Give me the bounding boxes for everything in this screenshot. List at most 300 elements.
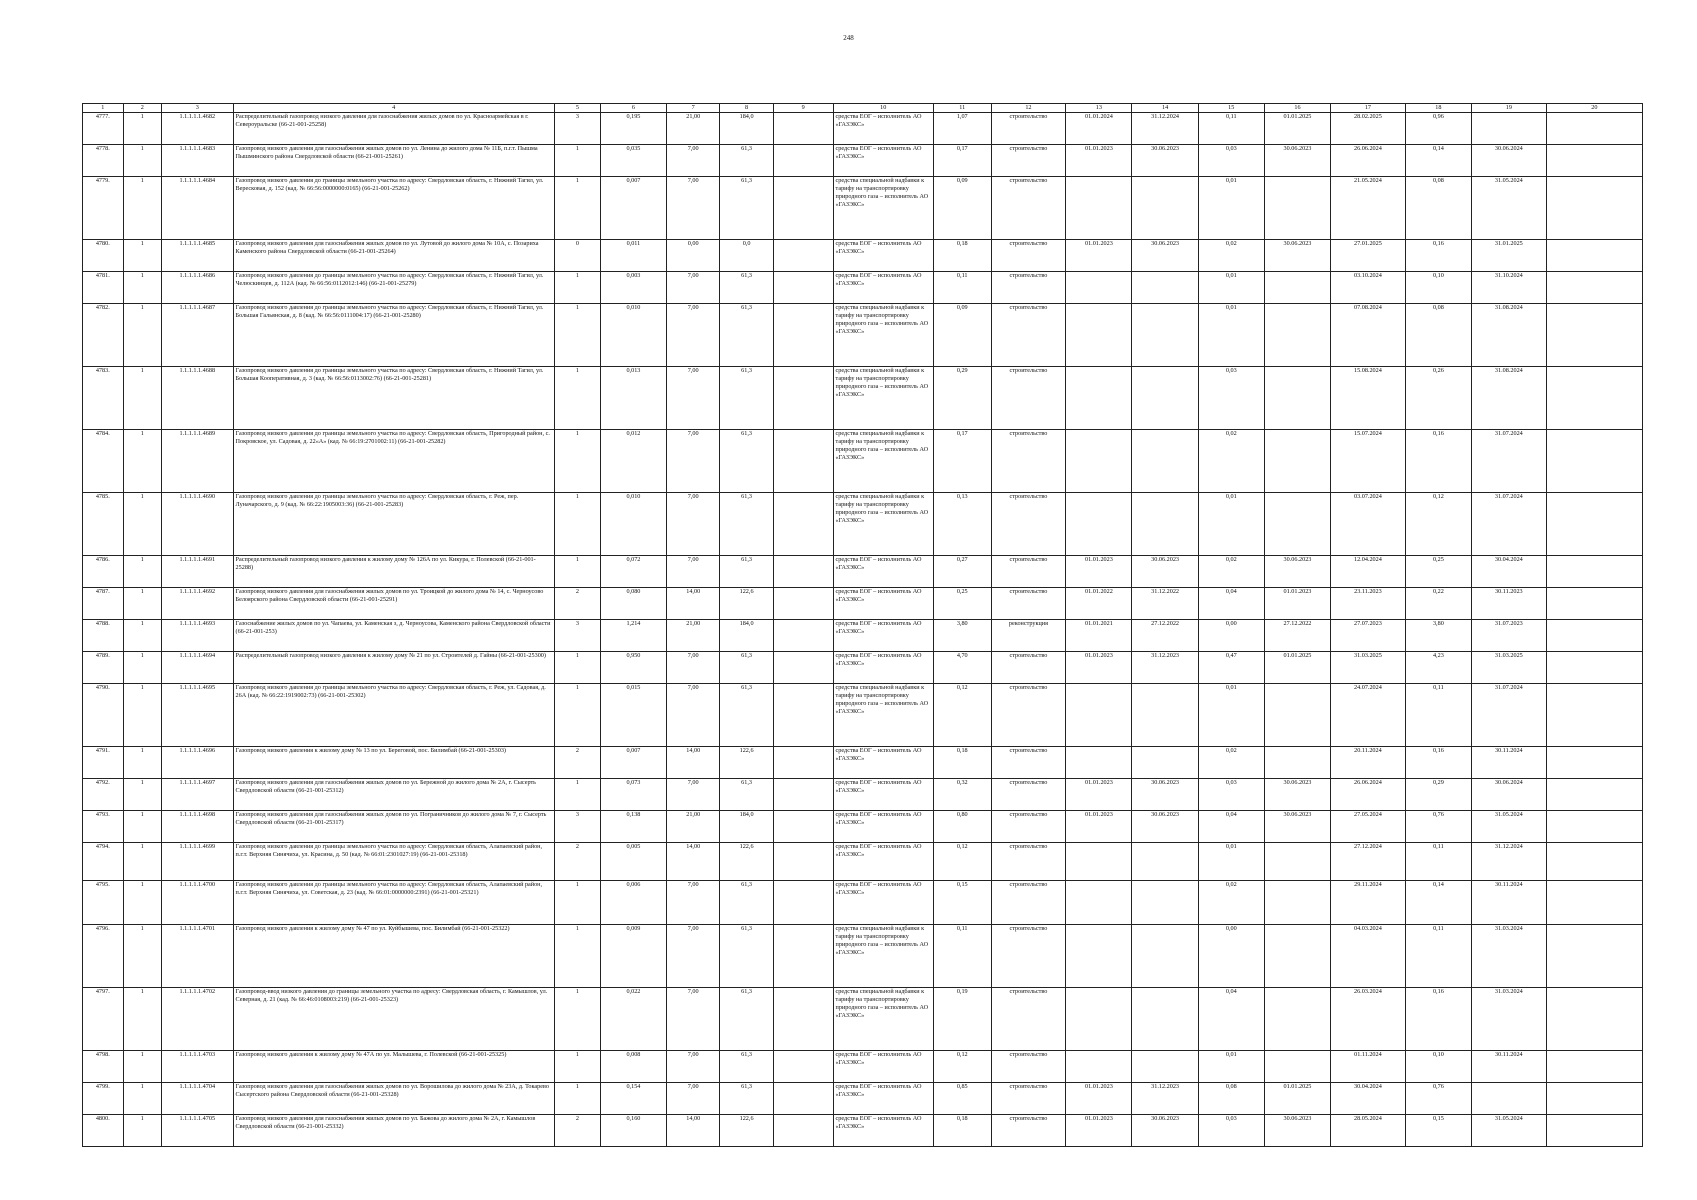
cell-col-6: 0,138 — [600, 811, 666, 843]
cell-col-17: 27.01.2025 — [1331, 240, 1406, 272]
cell-col-7: 14,00 — [667, 588, 720, 620]
cell-col-18: 0,16 — [1405, 747, 1471, 779]
cell-col-8: 0,0 — [720, 240, 773, 272]
cell-col-13 — [1066, 925, 1132, 988]
cell-col-16: 01.01.2025 — [1264, 113, 1330, 145]
cell-col-3: 1.1.1.1.1.4703 — [162, 1051, 234, 1083]
cell-col-2: 1 — [123, 843, 161, 881]
cell-col-2: 1 — [123, 113, 161, 145]
cell-col-14 — [1132, 367, 1198, 430]
cell-col-15: 0,02 — [1198, 430, 1264, 493]
cell-col-10: средства ЕОГ – исполнитель АО «ГАЗЭКС» — [833, 556, 933, 588]
cell-col-5: 3 — [554, 113, 600, 145]
cell-col-4: Газопровод-ввод низкого давления до границы земельного участка по адресу: Свердловская область, г. Камышлов, ул. Северная, д. 21 (кад. № 66:46:0108003:219) (66-21-001-25323) — [233, 988, 554, 1051]
cell-col-2: 1 — [123, 1051, 161, 1083]
cell-col-9 — [773, 556, 833, 588]
cell-col-12: строительство — [991, 779, 1066, 811]
cell-col-19: 30.11.2024 — [1471, 1051, 1546, 1083]
cell-col-7: 7,00 — [667, 177, 720, 240]
cell-col-17: 21.05.2024 — [1331, 177, 1406, 240]
cell-col-3: 1.1.1.1.1.4688 — [162, 367, 234, 430]
cell-col-19 — [1471, 1083, 1546, 1115]
cell-col-4: Газопровод низкого давления до границы земельного участка по адресу: Свердловская область, Алапаевский район, п.г.т. Верхняя Синячиха, ул. Советская, д. 23 (кад. № 66:01:0000000:2391) (66-21-001-25321) — [233, 881, 554, 925]
cell-col-7: 21,00 — [667, 811, 720, 843]
cell-col-14 — [1132, 843, 1198, 881]
cell-col-20 — [1546, 843, 1642, 881]
cell-col-9 — [773, 177, 833, 240]
cell-col-3: 1.1.1.1.1.4694 — [162, 652, 234, 684]
cell-col-9 — [773, 684, 833, 747]
cell-col-13 — [1066, 881, 1132, 925]
cell-col-20 — [1546, 1051, 1642, 1083]
cell-col-2: 1 — [123, 881, 161, 925]
cell-col-5: 1 — [554, 684, 600, 747]
cell-col-19: 31.05.2024 — [1471, 811, 1546, 843]
cell-col-9 — [773, 652, 833, 684]
cell-col-18: 0,16 — [1405, 430, 1471, 493]
cell-col-1: 4800. — [83, 1115, 124, 1147]
cell-col-18: 0,15 — [1405, 1115, 1471, 1147]
cell-col-6: 0,010 — [600, 304, 666, 367]
cell-col-12: строительство — [991, 304, 1066, 367]
column-header-20: 20 — [1546, 104, 1642, 113]
cell-col-6: 0,006 — [600, 881, 666, 925]
cell-col-12: строительство — [991, 367, 1066, 430]
cell-col-7: 7,00 — [667, 684, 720, 747]
cell-col-14 — [1132, 177, 1198, 240]
table-row — [83, 240, 1643, 272]
cell-col-11: 4,70 — [933, 652, 991, 684]
cell-col-6: 0,012 — [600, 430, 666, 493]
cell-col-18: 0,22 — [1405, 588, 1471, 620]
cell-col-6: 0,073 — [600, 779, 666, 811]
cell-col-14 — [1132, 925, 1198, 988]
cell-col-8: 61,3 — [720, 988, 773, 1051]
cell-col-2: 1 — [123, 240, 161, 272]
cell-col-19: 31.03.2024 — [1471, 925, 1546, 988]
cell-col-6: 0,007 — [600, 177, 666, 240]
cell-col-10: средства ЕОГ – исполнитель АО «ГАЗЭКС» — [833, 779, 933, 811]
cell-col-18: 0,76 — [1405, 1083, 1471, 1115]
cell-col-1: 4777. — [83, 113, 124, 145]
cell-col-16: 01.01.2025 — [1264, 1083, 1330, 1115]
cell-col-14 — [1132, 430, 1198, 493]
table-row — [83, 1115, 1643, 1147]
cell-col-9 — [773, 588, 833, 620]
cell-col-20 — [1546, 430, 1642, 493]
cell-col-8: 61,3 — [720, 652, 773, 684]
cell-col-1: 4786. — [83, 556, 124, 588]
cell-col-19: 31.01.2025 — [1471, 240, 1546, 272]
table-row — [83, 113, 1643, 145]
cell-col-15: 0,02 — [1198, 881, 1264, 925]
cell-col-17: 03.07.2024 — [1331, 493, 1406, 556]
column-header-18: 18 — [1405, 104, 1471, 113]
cell-col-5: 0 — [554, 240, 600, 272]
cell-col-1: 4792. — [83, 779, 124, 811]
cell-col-1: 4799. — [83, 1083, 124, 1115]
cell-col-7: 7,00 — [667, 925, 720, 988]
cell-col-7: 21,00 — [667, 620, 720, 652]
cell-col-3: 1.1.1.1.1.4695 — [162, 684, 234, 747]
cell-col-15: 0,03 — [1198, 1115, 1264, 1147]
cell-col-15: 0,03 — [1198, 145, 1264, 177]
cell-col-6: 0,195 — [600, 113, 666, 145]
cell-col-5: 1 — [554, 177, 600, 240]
cell-col-5: 2 — [554, 747, 600, 779]
cell-col-9 — [773, 811, 833, 843]
cell-col-16 — [1264, 272, 1330, 304]
cell-col-14 — [1132, 493, 1198, 556]
cell-col-20 — [1546, 747, 1642, 779]
cell-col-7: 0,00 — [667, 240, 720, 272]
cell-col-17: 29.11.2024 — [1331, 881, 1406, 925]
cell-col-20 — [1546, 304, 1642, 367]
cell-col-15: 0,04 — [1198, 588, 1264, 620]
cell-col-17: 20.11.2024 — [1331, 747, 1406, 779]
cell-col-9 — [773, 145, 833, 177]
cell-col-15: 0,08 — [1198, 1083, 1264, 1115]
cell-col-10: средства специальной надбавки к тарифу на транспортировку природного газа – исполнитель АО «ГАЗЭКС» — [833, 925, 933, 988]
cell-col-19: 31.07.2024 — [1471, 430, 1546, 493]
cell-col-20 — [1546, 240, 1642, 272]
cell-col-12: строительство — [991, 1083, 1066, 1115]
cell-col-6: 0,080 — [600, 588, 666, 620]
cell-col-1: 4794. — [83, 843, 124, 881]
cell-col-14: 31.12.2023 — [1132, 652, 1198, 684]
cell-col-20 — [1546, 556, 1642, 588]
cell-col-9 — [773, 1083, 833, 1115]
cell-col-3: 1.1.1.1.1.4704 — [162, 1083, 234, 1115]
cell-col-18: 0,16 — [1405, 988, 1471, 1051]
cell-col-14: 30.06.2023 — [1132, 240, 1198, 272]
cell-col-14: 27.12.2022 — [1132, 620, 1198, 652]
cell-col-1: 4779. — [83, 177, 124, 240]
cell-col-14: 30.06.2023 — [1132, 556, 1198, 588]
column-header-10: 10 — [833, 104, 933, 113]
cell-col-8: 61,3 — [720, 177, 773, 240]
table-row — [83, 811, 1643, 843]
cell-col-10: средства специальной надбавки к тарифу на транспортировку природного газа – исполнитель АО «ГАЗЭКС» — [833, 304, 933, 367]
cell-col-6: 0,013 — [600, 367, 666, 430]
cell-col-11: 0,17 — [933, 430, 991, 493]
cell-col-4: Газопровод низкого давления до границы земельного участка по адресу: Свердловская область, Пригородный район, с. Покровское, ул. Садовая, д. 22«А» (кад. № 66:19:2701002:11) (66-21-001-25282) — [233, 430, 554, 493]
cell-col-1: 4780. — [83, 240, 124, 272]
cell-col-18: 0,12 — [1405, 493, 1471, 556]
cell-col-17: 01.11.2024 — [1331, 1051, 1406, 1083]
cell-col-11: 0,12 — [933, 684, 991, 747]
cell-col-19: 30.11.2024 — [1471, 747, 1546, 779]
cell-col-12: строительство — [991, 430, 1066, 493]
cell-col-15: 0,04 — [1198, 988, 1264, 1051]
cell-col-13: 01.01.2022 — [1066, 588, 1132, 620]
cell-col-11: 0,11 — [933, 272, 991, 304]
cell-col-8: 184,0 — [720, 113, 773, 145]
cell-col-17: 07.08.2024 — [1331, 304, 1406, 367]
cell-col-5: 1 — [554, 272, 600, 304]
cell-col-9 — [773, 1115, 833, 1147]
cell-col-18: 0,11 — [1405, 684, 1471, 747]
cell-col-13 — [1066, 684, 1132, 747]
cell-col-10: средства ЕОГ – исполнитель АО «ГАЗЭКС» — [833, 881, 933, 925]
cell-col-14 — [1132, 272, 1198, 304]
cell-col-7: 7,00 — [667, 1083, 720, 1115]
cell-col-2: 1 — [123, 493, 161, 556]
cell-col-1: 4791. — [83, 747, 124, 779]
cell-col-20 — [1546, 881, 1642, 925]
cell-col-20 — [1546, 779, 1642, 811]
cell-col-20 — [1546, 177, 1642, 240]
cell-col-16: 01.01.2025 — [1264, 652, 1330, 684]
cell-col-9 — [773, 113, 833, 145]
cell-col-15: 0,01 — [1198, 493, 1264, 556]
column-header-6: 6 — [600, 104, 666, 113]
cell-col-17: 31.03.2025 — [1331, 652, 1406, 684]
cell-col-9 — [773, 1051, 833, 1083]
cell-col-4: Газопровод низкого давления до границы земельного участка по адресу: Свердловская область, г. Реж, пер. Луначарского, д. 9 (кад. № 66:22:1905003:36) (66-21-001-25283) — [233, 493, 554, 556]
cell-col-4: Газопровод низкого давления до границы земельного участка по адресу: Свердловская область, г. Нижний Тагил, ул. Челюскинцев, д. 112А (кад. № 66:56:0112012:146) (66-21-001-25279) — [233, 272, 554, 304]
cell-col-6: 0,011 — [600, 240, 666, 272]
cell-col-17: 26.06.2024 — [1331, 779, 1406, 811]
cell-col-16 — [1264, 881, 1330, 925]
column-header-3: 3 — [162, 104, 234, 113]
cell-col-15: 0,03 — [1198, 367, 1264, 430]
cell-col-16: 30.06.2023 — [1264, 145, 1330, 177]
cell-col-7: 21,00 — [667, 113, 720, 145]
cell-col-10: средства ЕОГ – исполнитель АО «ГАЗЭКС» — [833, 811, 933, 843]
cell-col-7: 14,00 — [667, 843, 720, 881]
cell-col-3: 1.1.1.1.1.4682 — [162, 113, 234, 145]
column-header-19: 19 — [1471, 104, 1546, 113]
cell-col-8: 61,3 — [720, 430, 773, 493]
table-row — [83, 145, 1643, 177]
cell-col-11: 0,15 — [933, 881, 991, 925]
cell-col-15: 0,01 — [1198, 843, 1264, 881]
cell-col-2: 1 — [123, 925, 161, 988]
cell-col-17: 28.02.2025 — [1331, 113, 1406, 145]
cell-col-18: 0,08 — [1405, 177, 1471, 240]
column-header-13: 13 — [1066, 104, 1132, 113]
cell-col-19: 30.06.2024 — [1471, 779, 1546, 811]
cell-col-5: 2 — [554, 1115, 600, 1147]
cell-col-19: 31.07.2024 — [1471, 684, 1546, 747]
cell-col-15: 0,01 — [1198, 1051, 1264, 1083]
cell-col-20 — [1546, 1115, 1642, 1147]
cell-col-7: 7,00 — [667, 652, 720, 684]
table-row — [83, 430, 1643, 493]
cell-col-2: 1 — [123, 556, 161, 588]
cell-col-15: 0,02 — [1198, 556, 1264, 588]
cell-col-20 — [1546, 493, 1642, 556]
cell-col-6: 0,160 — [600, 1115, 666, 1147]
cell-col-8: 61,3 — [720, 881, 773, 925]
column-header-8: 8 — [720, 104, 773, 113]
cell-col-10: средства ЕОГ – исполнитель АО «ГАЗЭКС» — [833, 145, 933, 177]
cell-col-2: 1 — [123, 588, 161, 620]
cell-col-6: 0,015 — [600, 684, 666, 747]
cell-col-11: 0,29 — [933, 367, 991, 430]
cell-col-9 — [773, 620, 833, 652]
cell-col-18: 3,80 — [1405, 620, 1471, 652]
cell-col-9 — [773, 430, 833, 493]
cell-col-9 — [773, 240, 833, 272]
cell-col-5: 1 — [554, 925, 600, 988]
cell-col-10: средства ЕОГ – исполнитель АО «ГАЗЭКС» — [833, 272, 933, 304]
cell-col-2: 1 — [123, 652, 161, 684]
cell-col-11: 0,18 — [933, 1115, 991, 1147]
cell-col-7: 14,00 — [667, 747, 720, 779]
cell-col-15: 0,47 — [1198, 652, 1264, 684]
cell-col-12: строительство — [991, 177, 1066, 240]
page-number: 248 — [843, 34, 854, 42]
cell-col-8: 184,0 — [720, 620, 773, 652]
cell-col-18: 0,14 — [1405, 145, 1471, 177]
cell-col-12: строительство — [991, 843, 1066, 881]
cell-col-18: 0,76 — [1405, 811, 1471, 843]
cell-col-18: 0,25 — [1405, 556, 1471, 588]
cell-col-10: средства ЕОГ – исполнитель АО «ГАЗЭКС» — [833, 1051, 933, 1083]
cell-col-15: 0,00 — [1198, 925, 1264, 988]
cell-col-12: строительство — [991, 747, 1066, 779]
cell-col-14 — [1132, 304, 1198, 367]
cell-col-2: 1 — [123, 145, 161, 177]
cell-col-4: Газопровод низкого давления до границы земельного участка по адресу: Свердловская область, г. Нижний Тагил, ул. Большая Кооперативная, д. 3 (кад. № 66:56:0113002:76) (66-21-001-25281) — [233, 367, 554, 430]
cell-col-17: 15.07.2024 — [1331, 430, 1406, 493]
cell-col-17: 28.05.2024 — [1331, 1115, 1406, 1147]
cell-col-5: 1 — [554, 430, 600, 493]
cell-col-13 — [1066, 747, 1132, 779]
cell-col-19: 30.04.2024 — [1471, 556, 1546, 588]
cell-col-3: 1.1.1.1.1.4684 — [162, 177, 234, 240]
cell-col-7: 7,00 — [667, 430, 720, 493]
cell-col-15: 0,03 — [1198, 779, 1264, 811]
cell-col-17: 12.04.2024 — [1331, 556, 1406, 588]
cell-col-19: 31.08.2024 — [1471, 367, 1546, 430]
cell-col-1: 4778. — [83, 145, 124, 177]
cell-col-8: 122,6 — [720, 747, 773, 779]
cell-col-14: 30.06.2023 — [1132, 811, 1198, 843]
table-row — [83, 272, 1643, 304]
cell-col-19: 31.03.2024 — [1471, 988, 1546, 1051]
cell-col-8: 61,3 — [720, 367, 773, 430]
cell-col-11: 0,18 — [933, 747, 991, 779]
cell-col-14: 31.12.2023 — [1132, 1083, 1198, 1115]
cell-col-3: 1.1.1.1.1.4705 — [162, 1115, 234, 1147]
cell-col-9 — [773, 493, 833, 556]
cell-col-10: средства ЕОГ – исполнитель АО «ГАЗЭКС» — [833, 620, 933, 652]
cell-col-16 — [1264, 684, 1330, 747]
cell-col-5: 1 — [554, 367, 600, 430]
cell-col-1: 4787. — [83, 588, 124, 620]
cell-col-20 — [1546, 272, 1642, 304]
cell-col-3: 1.1.1.1.1.4683 — [162, 145, 234, 177]
cell-col-10: средства ЕОГ – исполнитель АО «ГАЗЭКС» — [833, 747, 933, 779]
cell-col-16: 30.06.2023 — [1264, 779, 1330, 811]
cell-col-5: 3 — [554, 620, 600, 652]
cell-col-13 — [1066, 1051, 1132, 1083]
cell-col-2: 1 — [123, 304, 161, 367]
cell-col-6: 0,008 — [600, 1051, 666, 1083]
cell-col-12: строительство — [991, 588, 1066, 620]
cell-col-4: Распределительный газопровод низкого давления к жилому дому № 21 по ул. Строителей д. Гайны (66-21-001-25300) — [233, 652, 554, 684]
cell-col-8: 61,3 — [720, 304, 773, 367]
column-header-7: 7 — [667, 104, 720, 113]
cell-col-3: 1.1.1.1.1.4686 — [162, 272, 234, 304]
cell-col-3: 1.1.1.1.1.4702 — [162, 988, 234, 1051]
cell-col-19: 31.12.2024 — [1471, 843, 1546, 881]
cell-col-7: 7,00 — [667, 1051, 720, 1083]
cell-col-5: 1 — [554, 304, 600, 367]
cell-col-8: 61,3 — [720, 272, 773, 304]
cell-col-13 — [1066, 843, 1132, 881]
column-header-2: 2 — [123, 104, 161, 113]
cell-col-16 — [1264, 988, 1330, 1051]
cell-col-11: 0,09 — [933, 177, 991, 240]
cell-col-11: 0,80 — [933, 811, 991, 843]
cell-col-11: 0,25 — [933, 588, 991, 620]
cell-col-19: 31.07.2024 — [1471, 493, 1546, 556]
cell-col-19: 30.11.2023 — [1471, 588, 1546, 620]
cell-col-4: Газопровод низкого давления до границы земельного участка по адресу: Свердловская область, г. Нижний Тагил, ул. Вересковая, д. 152 (кад. № 66:56:0000000:0165) (66-21-001-25262) — [233, 177, 554, 240]
cell-col-2: 1 — [123, 272, 161, 304]
cell-col-9 — [773, 367, 833, 430]
cell-col-9 — [773, 988, 833, 1051]
column-header-17: 17 — [1331, 104, 1406, 113]
cell-col-6: 0,022 — [600, 988, 666, 1051]
cell-col-10: средства ЕОГ – исполнитель АО «ГАЗЭКС» — [833, 652, 933, 684]
cell-col-4: Распределительный газопровод низкого давления для газоснабжения жилых домов по ул. Красноармейская в г. Североуральске (66-21-001-25258) — [233, 113, 554, 145]
cell-col-14 — [1132, 1051, 1198, 1083]
cell-col-10: средства специальной надбавки к тарифу на транспортировку природного газа – исполнитель АО «ГАЗЭКС» — [833, 684, 933, 747]
cell-col-15: 0,11 — [1198, 113, 1264, 145]
cell-col-20 — [1546, 652, 1642, 684]
cell-col-8: 122,6 — [720, 843, 773, 881]
header-row — [83, 104, 1643, 113]
cell-col-8: 61,3 — [720, 684, 773, 747]
cell-col-12: строительство — [991, 145, 1066, 177]
cell-col-19: 31.08.2024 — [1471, 304, 1546, 367]
cell-col-11: 0,19 — [933, 988, 991, 1051]
cell-col-4: Газопровод низкого давления для газоснабжения жилых домов по ул. Бажова до жилого дома № 2А, г. Камышлов Свердловской области (66-21-001-25332) — [233, 1115, 554, 1147]
table-row — [83, 556, 1643, 588]
cell-col-14 — [1132, 747, 1198, 779]
cell-col-9 — [773, 881, 833, 925]
cell-col-9 — [773, 304, 833, 367]
cell-col-16 — [1264, 493, 1330, 556]
table-row — [83, 652, 1643, 684]
cell-col-5: 1 — [554, 881, 600, 925]
cell-col-8: 61,3 — [720, 1051, 773, 1083]
cell-col-1: 4781. — [83, 272, 124, 304]
cell-col-3: 1.1.1.1.1.4691 — [162, 556, 234, 588]
table-body — [83, 113, 1643, 1147]
cell-col-16 — [1264, 747, 1330, 779]
cell-col-11: 0,27 — [933, 556, 991, 588]
table-row — [83, 177, 1643, 240]
cell-col-20 — [1546, 811, 1642, 843]
cell-col-17: 24.07.2024 — [1331, 684, 1406, 747]
cell-col-5: 1 — [554, 1083, 600, 1115]
cell-col-12: строительство — [991, 881, 1066, 925]
cell-col-20 — [1546, 1083, 1642, 1115]
cell-col-12: строительство — [991, 113, 1066, 145]
cell-col-16 — [1264, 843, 1330, 881]
cell-col-16 — [1264, 177, 1330, 240]
cell-col-8: 61,3 — [720, 779, 773, 811]
cell-col-13 — [1066, 493, 1132, 556]
cell-col-3: 1.1.1.1.1.4689 — [162, 430, 234, 493]
cell-col-6: 1,214 — [600, 620, 666, 652]
